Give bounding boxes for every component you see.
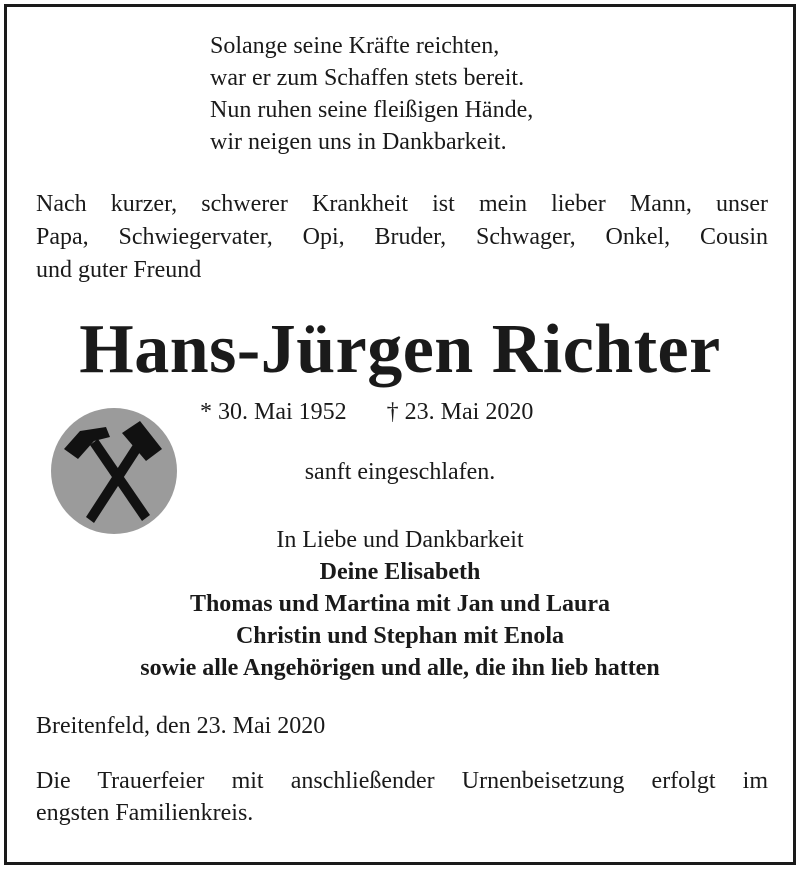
announcement-line: Nach kurzer, schwerer Krankheit ist mein lieber Mann, unser: [36, 191, 768, 217]
announcement-text: [36, 188, 768, 287]
deceased-name: Hans-Jürgen Richter: [79, 311, 721, 388]
funeral-service-info: [36, 765, 768, 829]
service-line: engsten Familienkreis.: [36, 800, 254, 826]
mourner-line: Deine Elisabeth: [319, 559, 481, 585]
memorial-poem: [210, 30, 533, 158]
poem-line: war er zum Schaffen stets bereit.: [210, 65, 525, 91]
service-line: Die Trauerfeier mit anschließender Urnenbeisetzung erfolgt im: [36, 768, 768, 794]
mourners-intro: In Liebe und Dankbarkeit: [276, 527, 524, 553]
announcement-line: Papa, Schwiegervater, Opi, Bruder, Schwager, Onkel, Cousin: [36, 224, 768, 250]
poem-line: Solange seine Kräfte reichten,: [210, 33, 500, 59]
death-date: † 23. Mai 2020: [386, 399, 534, 425]
announcement-line: und guter Freund: [36, 257, 202, 283]
birth-date: * 30. Mai 1952: [200, 399, 347, 425]
passing-text: sanft eingeschlafen.: [304, 459, 496, 485]
life-dates: [200, 396, 533, 428]
mourner-line: sowie alle Angehörigen und alle, die ihn lieb hatten: [140, 655, 660, 681]
mourners-block: [0, 524, 800, 684]
mourner-line: Christin und Stephan mit Enola: [235, 623, 565, 649]
place-and-date: Breitenfeld, den 23. Mai 2020: [36, 713, 326, 739]
poem-line: wir neigen uns in Dankbarkeit.: [210, 129, 507, 155]
poem-line: Nun ruhen seine fleißigen Hände,: [210, 97, 534, 123]
mourner-line: Thomas und Martina mit Jan und Laura: [189, 591, 611, 617]
